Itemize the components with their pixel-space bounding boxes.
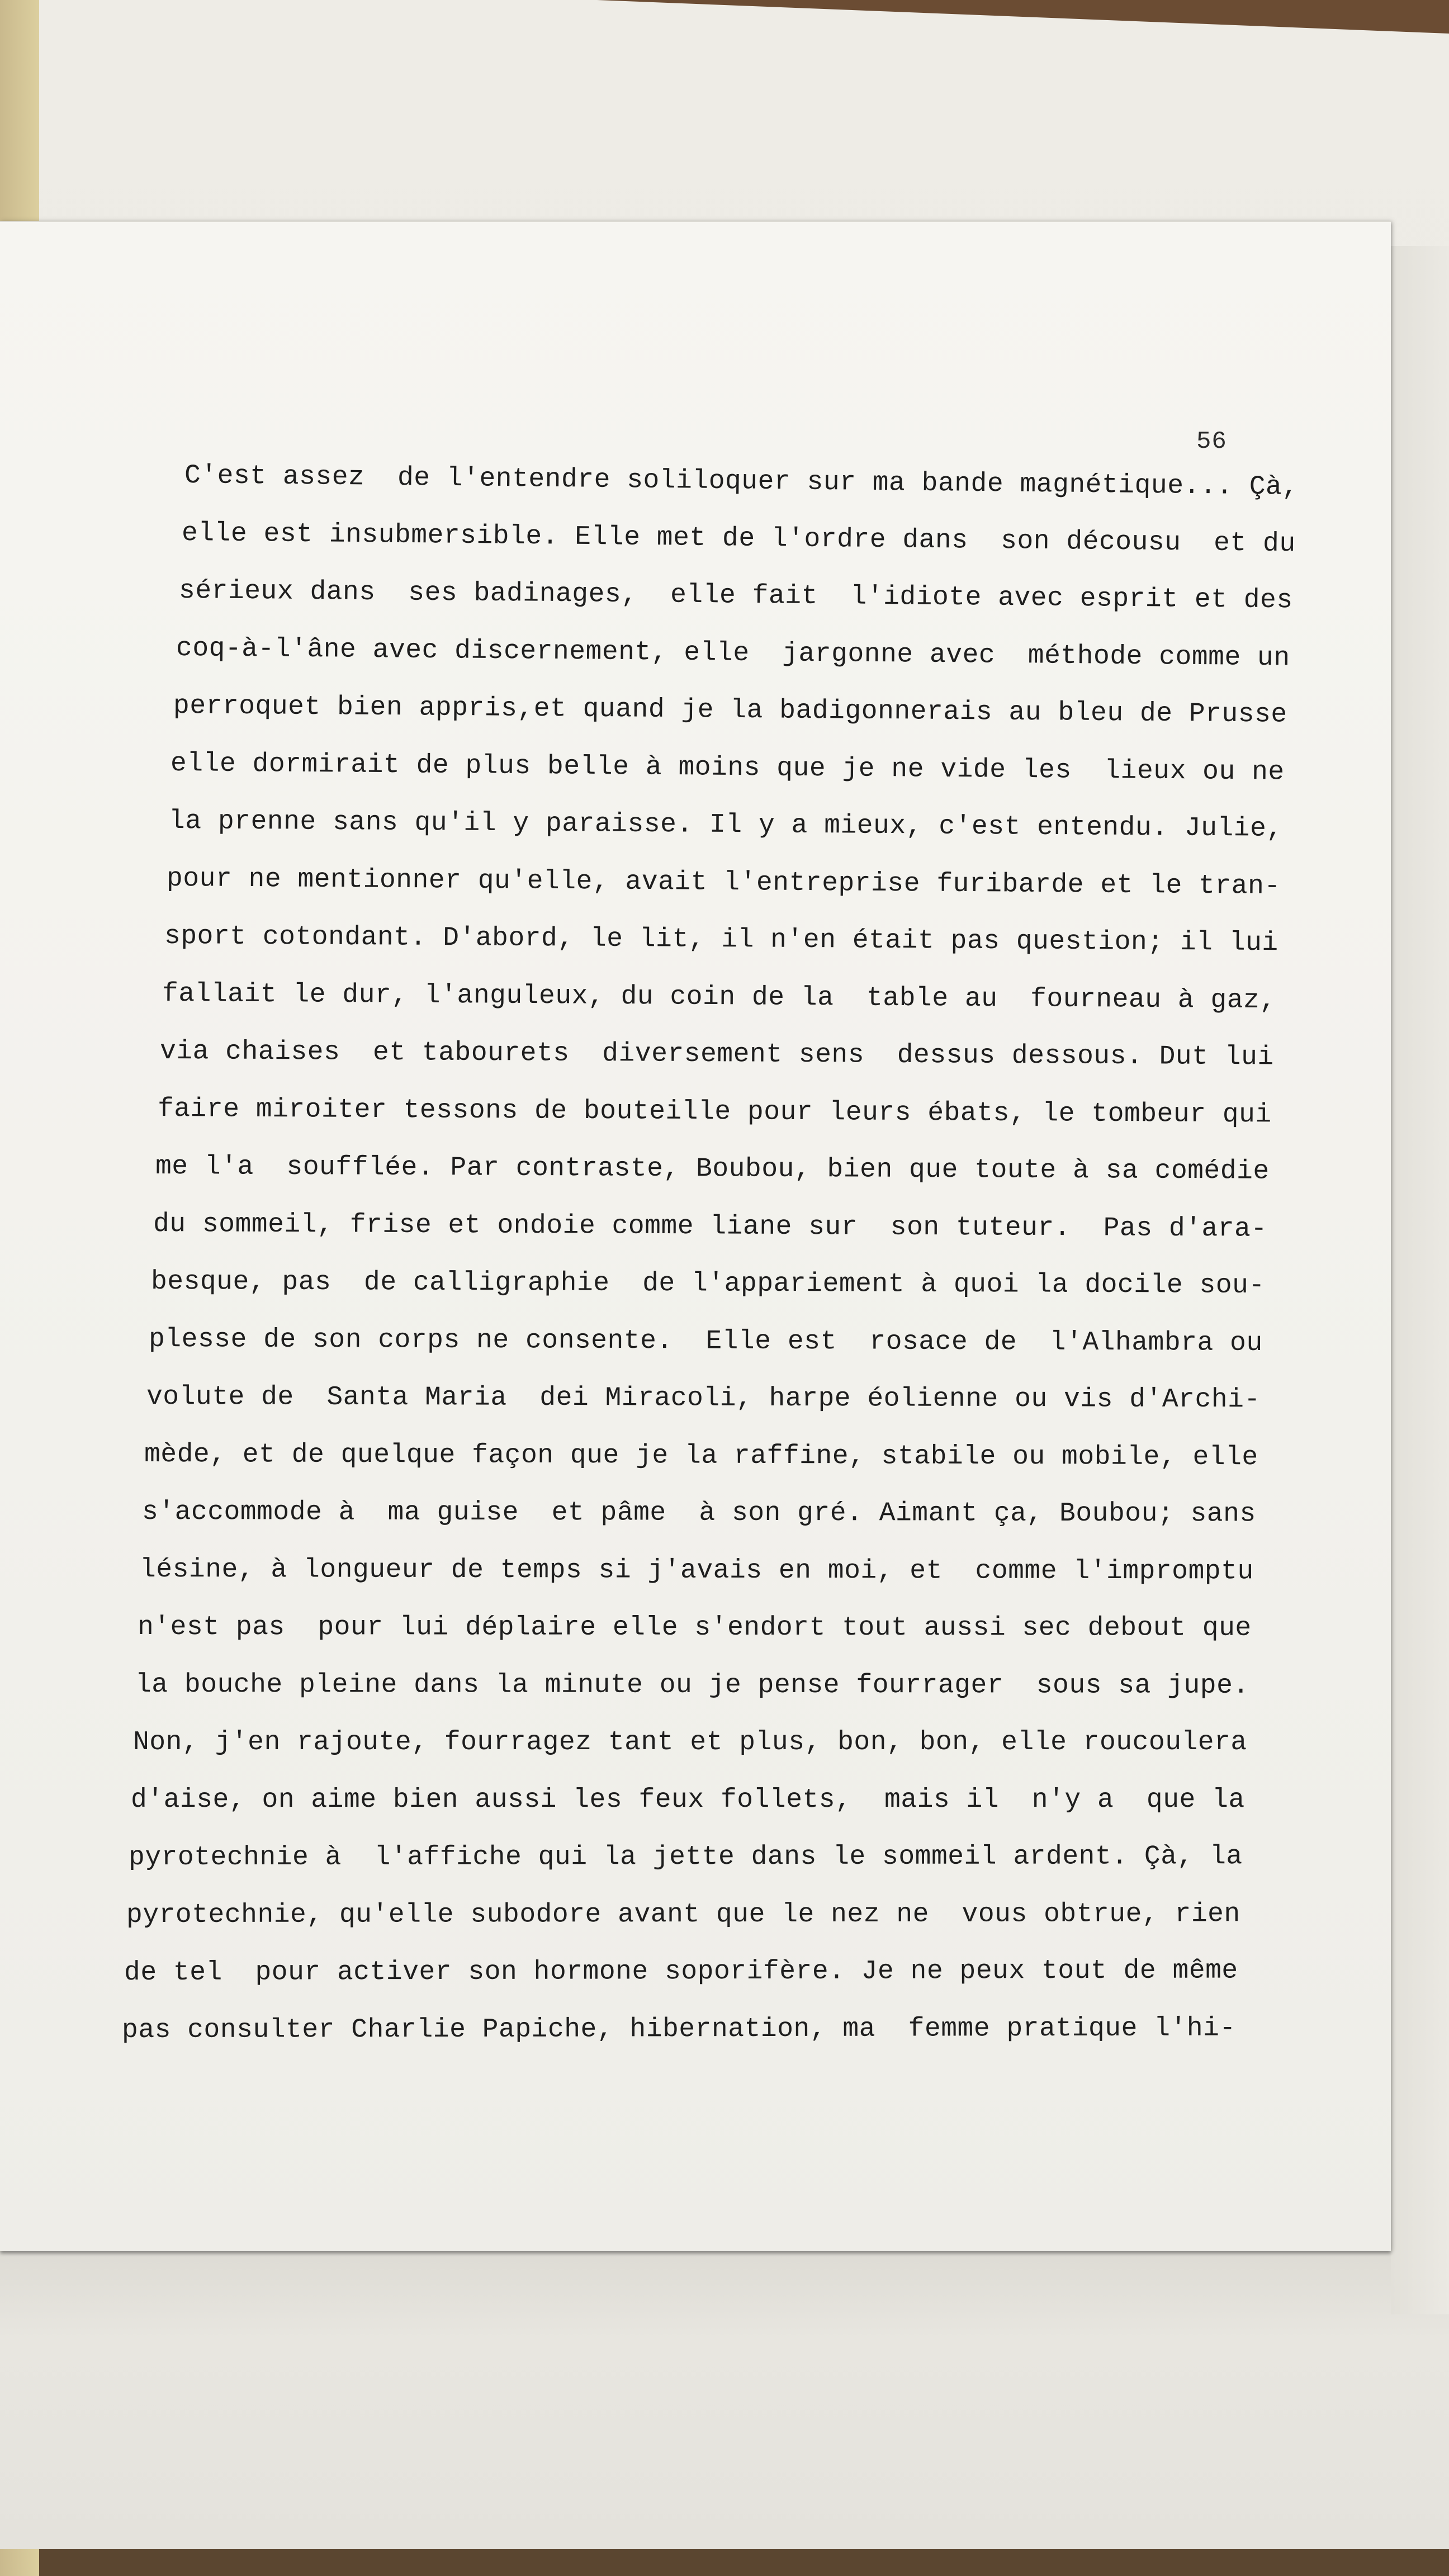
text-line: pyrotechnie à l'affiche qui la jette dans le sommeil ardent. Çà, la <box>128 1841 1243 1873</box>
underlying-sheet-bottom <box>0 2250 1449 2549</box>
text-line: elle est insubmersible. Elle met de l'ordre dans son décousu et du <box>181 518 1296 560</box>
text-line: via chaises et tabourets diversement sens dessus dessous. Dut lui <box>159 1036 1274 1073</box>
text-line: du sommeil, frise et ondoie comme liane sur son tuteur. Pas d'ara- <box>153 1209 1267 1244</box>
page-number: 56 <box>1196 428 1227 456</box>
text-line: volute de Santa Maria dei Miracoli, harpe éolienne ou vis d'Archi- <box>146 1382 1261 1415</box>
text-line: C'est assez de l'entendre soliloquer sur ma bande magnétique... Çà, <box>184 461 1299 503</box>
text-line: fallait le dur, l'anguleux, du coin de la table au fourneau à gaz, <box>162 979 1276 1016</box>
text-line: de tel pour activer son hormone soporifère. Je ne peux tout de même <box>124 1955 1238 1988</box>
text-line: elle dormirait de plus belle à moins que je ne vide les lieux ou ne <box>170 749 1285 788</box>
text-line: coq-à-l'âne avec discernement, elle jargonne avec méthode comme un <box>176 633 1290 674</box>
text-line: perroquet bien appris,et quand je la badigonnerais au bleu de Prusse <box>173 691 1287 730</box>
typed-text-block <box>123 447 1342 2059</box>
text-line: n'est pas pour lui déplaire elle s'endort tout aussi sec debout que <box>137 1612 1252 1644</box>
text-line: sport cotondant. D'abord, le lit, il n'en était pas question; il lui <box>164 921 1278 959</box>
text-line: la bouche pleine dans la minute ou je pense fourrager sous sa jupe. <box>135 1670 1249 1701</box>
text-line: la prenne sans qu'il y paraisse. Il y a mieux, c'est entendu. Julie, <box>168 806 1283 844</box>
text-line: besque, pas de calligraphie de l'appariement à quoi la docile sou- <box>150 1267 1265 1301</box>
text-line: pour ne mentionner qu'elle, avait l'entreprise furibarde et le tran- <box>166 864 1281 902</box>
text-line: plesse de son corps ne consente. Elle est rosace de l'Alhambra ou <box>148 1324 1263 1358</box>
text-line: Non, j'en rajoute, fourragez tant et plus, bon, bon, elle roucoulera <box>133 1727 1247 1758</box>
text-line: sérieux dans ses badinages, elle fait l'idiote avec esprit et des <box>178 576 1293 616</box>
text-line: d'aise, on aime bien aussi les feux follets, mais il n'y a que la <box>131 1785 1245 1815</box>
text-line: faire miroiter tessons de bouteille pour leurs ébats, le tombeur qui <box>157 1094 1272 1130</box>
text-line: lésine, à longueur de temps si j'avais en moi, et comme l'impromptu <box>139 1555 1254 1587</box>
text-line: pyrotechnie, qu'elle subodore avant que le nez ne vous obtrue, rien <box>126 1899 1240 1930</box>
text-line: mède, et de quelque façon que je la raffine, stabile ou mobile, elle <box>144 1439 1258 1473</box>
text-line: pas consulter Charlie Papiche, hibernation, ma femme pratique l'hi- <box>121 2013 1236 2045</box>
text-line: me l'a soufflée. Par contraste, Boubou, bien que toute à sa comédie <box>155 1152 1270 1187</box>
text-line: s'accommode à ma guise et pâme à son gré. Aimant ça, Boubou; sans <box>141 1497 1256 1530</box>
